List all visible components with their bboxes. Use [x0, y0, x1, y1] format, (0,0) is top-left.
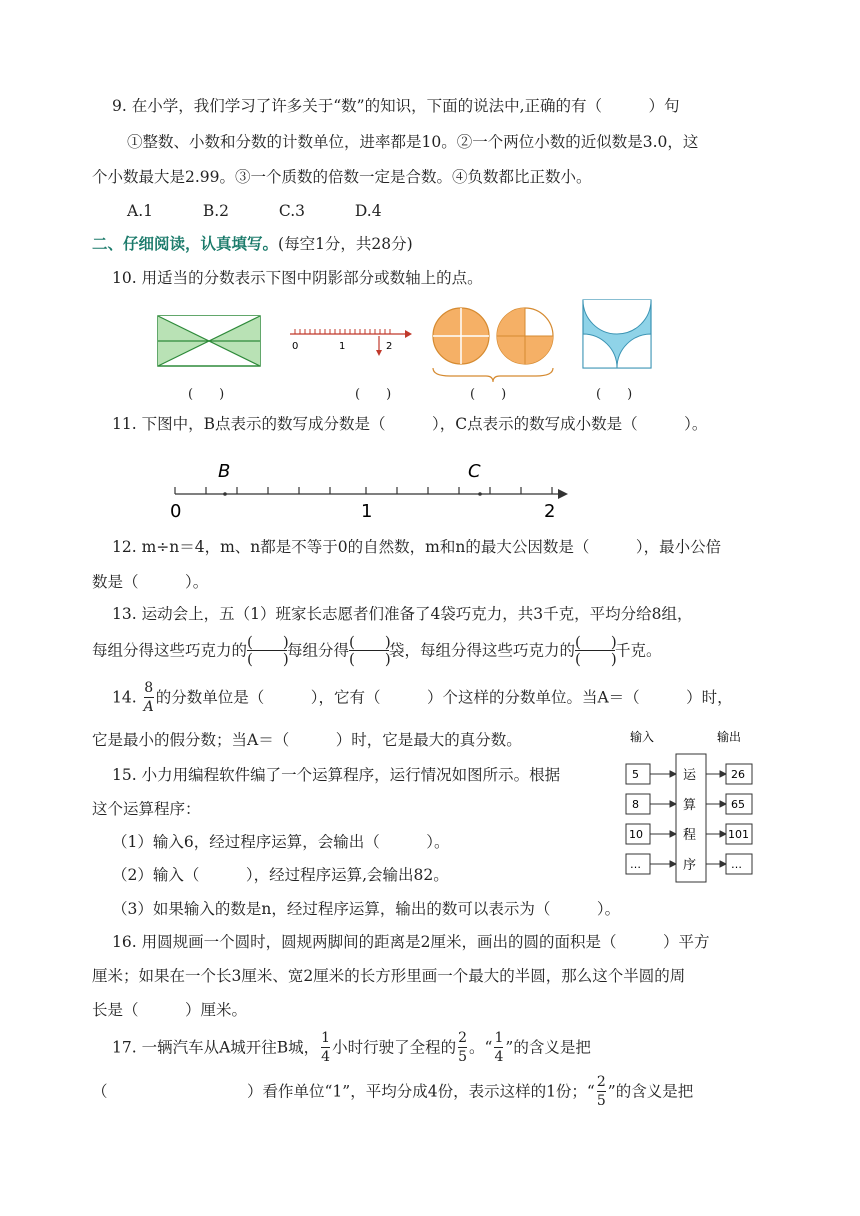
q10-figure-circles: [433, 308, 553, 382]
q15-sub1: （1）输入6，经过程序运算，会输出（ ）。: [112, 833, 450, 851]
q17-seg3: 。“: [469, 1038, 493, 1057]
q10-figure-rectangle: [158, 316, 260, 366]
q16-line2: 厘米；如果在一个长3厘米、宽2厘米的长方形里画一个最大的半圆，那么这个半圆的周: [92, 967, 686, 985]
q10-nl-label-2: 2: [386, 341, 393, 352]
q15-output-1: 65: [731, 798, 745, 811]
q15-input-1: 8: [632, 798, 639, 811]
q13-line2: [92, 634, 662, 667]
q17-fraction-3: $\frac{1}{4}$: [494, 1030, 504, 1065]
q15-input-2: 10: [629, 828, 643, 841]
q17-line1: [112, 1030, 591, 1065]
q9-stem: 9. 在小学，我们学习了许多关于“数”的知识，下面的说法中,正确的有（ ）句: [112, 97, 680, 115]
q17-seg2: 小时行驶了全程的: [332, 1038, 457, 1057]
q15-input-label: 输入: [630, 730, 655, 744]
q17-seg1: 17. 一辆汽车从A城开往B城，: [112, 1038, 320, 1057]
q10-blank-3[interactable]: ( ): [470, 387, 507, 402]
q15-program-char-0: 运: [683, 768, 697, 783]
q13-part3: 袋，每组分得这些巧克力的: [389, 641, 576, 660]
q13-part1: 每组分得这些巧克力的: [92, 641, 248, 660]
q15-line2: 这个运算程序：: [92, 800, 201, 818]
q15-input-3: …: [630, 858, 641, 871]
q10-figures: [150, 296, 670, 406]
section-2-note: (每空1分，共28分): [278, 235, 413, 253]
q9-statement-line3: 个小数最大是2.99。③一个质数的倍数一定是合数。④负数都比正数小。: [92, 168, 592, 186]
q17-fraction-1: $\frac{1}{4}$: [321, 1030, 331, 1065]
q9-options: [127, 201, 382, 221]
q14-number: 14.: [112, 688, 137, 707]
q14-line1: [112, 680, 733, 715]
q13-part2: 每组分得: [287, 641, 350, 660]
q17-line2a: （ ）看作单位“1”，平均分成4份，表示这样的1份；“: [92, 1082, 595, 1101]
q15-sub3: （3）如果输入的数是n，经过程序运算，输出的数可以表示为（ ）。: [112, 900, 621, 918]
q13-frac-blank-3[interactable]: $\frac{( )}{( )}$: [575, 633, 617, 668]
q17-fraction-4: $\frac{2}{5}$: [596, 1074, 606, 1109]
q15-program-char-2: 程: [683, 828, 697, 843]
q11-number-line: [160, 455, 580, 525]
q11-point-b-label: B: [218, 461, 231, 482]
q10-figure-number-line: [290, 329, 412, 356]
q11-axis-label-0: 0: [170, 501, 182, 522]
q14-fraction: $\frac{8}{A}$: [143, 680, 154, 715]
q13-line1: 13. 运动会上，五（1）班家长志愿者们准备了4袋巧克力，共3千克，平均分给8组，: [112, 605, 693, 623]
q15-output-0: 26: [731, 768, 745, 781]
q15-output-3: …: [731, 858, 742, 871]
q15-program-char-3: 序: [683, 858, 697, 873]
q17-line2b: ”的含义是把: [607, 1082, 694, 1101]
q12-line1: 12. m÷n＝4，m、n都是不等于0的自然数，m和n的最大公因数是（ ），最小公倍: [112, 538, 722, 556]
q17-fraction-2: $\frac{2}{5}$: [458, 1030, 468, 1065]
q10-nl-label-1: 1: [339, 341, 346, 352]
q11-axis-label-1: 1: [361, 501, 373, 522]
q11-axis-label-2: 2: [544, 501, 556, 522]
q15-input-0: 5: [632, 768, 639, 781]
q9-option-c[interactable]: C.3: [278, 202, 306, 220]
q9-option-a[interactable]: A.1: [127, 202, 153, 220]
q17-line2: [92, 1074, 693, 1109]
q16-line3: 长是（ ）厘米。: [92, 1001, 248, 1019]
q10-blank-2[interactable]: ( ): [355, 387, 392, 402]
q13-frac-blank-1[interactable]: $\frac{( )}{( )}$: [247, 633, 289, 668]
q10-stem: 10. 用适当的分数表示下图中阴影部分或数轴上的点。: [112, 269, 483, 287]
q15-program-char-1: 算: [683, 798, 697, 813]
q14-line2: 它是最小的假分数；当A＝（ ）时，它是最大的真分数。: [92, 731, 522, 749]
q16-line1: 16. 用圆规画一个圆时，圆规两脚间的距离是2厘米，画出的圆的面积是（ ）平方: [112, 933, 710, 951]
section-2-heading: [92, 234, 413, 254]
q15-output-label: 输出: [717, 730, 742, 744]
q15-program-diagram: [620, 726, 790, 886]
q14-line1-text: 的分数单位是（ ），它有（ ）个这样的分数单位。当A＝（ ）时，: [155, 688, 733, 707]
q11-stem: 11. 下图中，B点表示的数写成分数是（ ），C点表示的数写成小数是（ ）。: [112, 415, 708, 433]
q15-sub2: （2）输入（ ），经过程序运算,会输出82。: [112, 866, 449, 884]
q15-line1: 15. 小力用编程软件编了一个运算程序，运行情况如图所示。根据: [112, 766, 561, 784]
q10-figure-square: [583, 300, 651, 368]
q9-statement-line2: ①整数、小数和分数的计数单位，进率都是10。②一个两位小数的近似数是3.0，这: [127, 133, 699, 151]
q10-blank-1[interactable]: ( ): [188, 387, 225, 402]
q9-option-b[interactable]: B.2: [202, 202, 230, 220]
q12-line2: 数是（ ）。: [92, 573, 209, 591]
q10-blank-4[interactable]: ( ): [596, 387, 633, 402]
q17-seg4: ”的含义是把: [505, 1038, 591, 1057]
q13-part4: 千克。: [615, 641, 662, 660]
q15-output-2: 101: [728, 828, 749, 841]
q13-frac-blank-2[interactable]: $\frac{( )}{( )}$: [349, 633, 391, 668]
section-2-title: 二、仔细阅读，认真填写。: [92, 235, 279, 253]
q10-nl-label-0: 0: [292, 341, 299, 352]
q9-option-d[interactable]: D.4: [354, 202, 382, 220]
q11-point-c-label: C: [468, 461, 481, 482]
